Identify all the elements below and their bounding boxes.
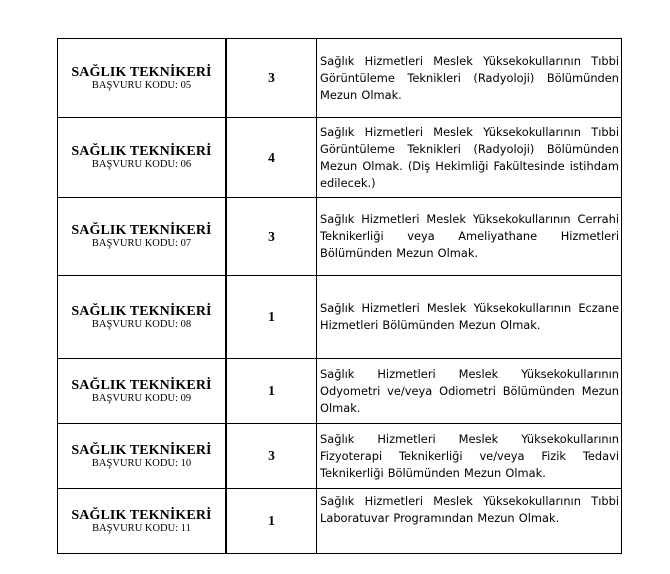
application-code: BAŞVURU KODU: 11 bbox=[92, 522, 191, 534]
position-title: SAĞLIK TEKNİKERİ bbox=[71, 144, 212, 159]
position-count: 1 bbox=[268, 309, 275, 324]
position-count: 4 bbox=[268, 149, 275, 165]
position-count-cell bbox=[226, 424, 317, 489]
application-code: BAŞVURU KODU: 08 bbox=[91, 318, 192, 330]
table-row bbox=[58, 118, 622, 198]
position-title: SAĞLIK TEKNİKERİ bbox=[71, 64, 212, 80]
position-count-cell bbox=[226, 118, 317, 198]
table-row bbox=[58, 276, 622, 359]
position-title-cell bbox=[58, 359, 227, 424]
position-count: 3 bbox=[268, 228, 275, 244]
table-row bbox=[58, 489, 622, 554]
requirement-text: Sağlık Hizmetleri Meslek Yüksekokullarının Tıbbi Laboratuvar Programından Mezun Olmak. bbox=[320, 494, 619, 525]
position-table bbox=[57, 38, 622, 554]
requirement-text: Sağlık Hizmetleri Meslek Yüksekokullarının Tıbbi Görüntüleme Teknikleri (Radyoloji) Bölümünden Mezun Olmak. (Diş Hekimliği Fakültesinde istihdam edilecek.) bbox=[320, 124, 619, 190]
table-row bbox=[58, 424, 622, 489]
requirement-cell bbox=[317, 276, 622, 359]
table-row bbox=[58, 39, 622, 118]
application-code: BAŞVURU KODU: 06 bbox=[91, 159, 192, 170]
requirement-cell bbox=[317, 39, 622, 118]
position-title-cell bbox=[58, 39, 227, 118]
position-title: SAĞLIK TEKNİKERİ bbox=[71, 223, 212, 238]
position-title-cell bbox=[58, 118, 227, 198]
position-count-cell bbox=[226, 198, 317, 276]
position-count-cell bbox=[226, 276, 317, 359]
requirement-cell bbox=[317, 118, 622, 198]
requirement-text: Sağlık Hizmetleri Meslek Yüksekokullarının Eczane Hizmetleri Bölümünden Mezun Olmak. bbox=[320, 301, 619, 332]
position-title-cell bbox=[58, 276, 227, 359]
requirement-text: Sağlık Hizmetleri Meslek Yüksekokullarının Odyometri ve/veya Odiometri Bölümünden Mezun Olmak. bbox=[320, 366, 619, 415]
position-title-cell bbox=[58, 424, 227, 489]
requirement-text: Sağlık Hizmetleri Meslek Yüksekokullarının Cerrahi Teknikerliği veya Ameliyathane Hizmetleri Bölümünden Mezun Olmak. bbox=[320, 212, 619, 260]
requirement-text: Sağlık Hizmetleri Meslek Yüksekokullarının Tıbbi Görüntüleme Teknikleri (Radyoloji) Bölümünden Mezun Olmak. bbox=[320, 53, 619, 102]
application-code: BAŞVURU KODU: 07 bbox=[91, 238, 192, 249]
table-row bbox=[58, 359, 622, 424]
table-row bbox=[58, 198, 622, 276]
position-title: SAĞLIK TEKNİKERİ bbox=[71, 442, 212, 458]
requirement-cell bbox=[317, 198, 622, 276]
position-title: SAĞLIK TEKNİKERİ bbox=[71, 303, 212, 319]
position-count-cell bbox=[226, 39, 317, 118]
application-code: BAŞVURU KODU: 05 bbox=[91, 79, 192, 91]
requirement-text: Sağlık Hizmetleri Meslek Yüksekokullarının Fizyoterapi Teknikerliği ve/veya Fizik Tedavi Teknikerliği Bölümünden Mezun Olmak. bbox=[320, 431, 619, 480]
requirement-cell bbox=[317, 424, 622, 489]
position-title-cell bbox=[58, 198, 227, 276]
position-title: SAĞLIK TEKNİKERİ bbox=[71, 507, 212, 523]
position-title: SAĞLIK TEKNİKERİ bbox=[71, 377, 212, 393]
position-count-cell bbox=[226, 359, 317, 424]
requirement-cell bbox=[317, 359, 622, 424]
position-count: 3 bbox=[268, 70, 275, 85]
position-title-cell bbox=[58, 489, 227, 554]
requirement-cell bbox=[317, 489, 622, 554]
position-count: 1 bbox=[268, 383, 275, 398]
application-code: BAŞVURU KODU: 09 bbox=[91, 392, 192, 404]
application-code: BAŞVURU KODU: 10 bbox=[91, 457, 192, 469]
position-count: 1 bbox=[268, 513, 275, 528]
position-count: 3 bbox=[268, 448, 275, 463]
position-count-cell bbox=[226, 489, 317, 554]
